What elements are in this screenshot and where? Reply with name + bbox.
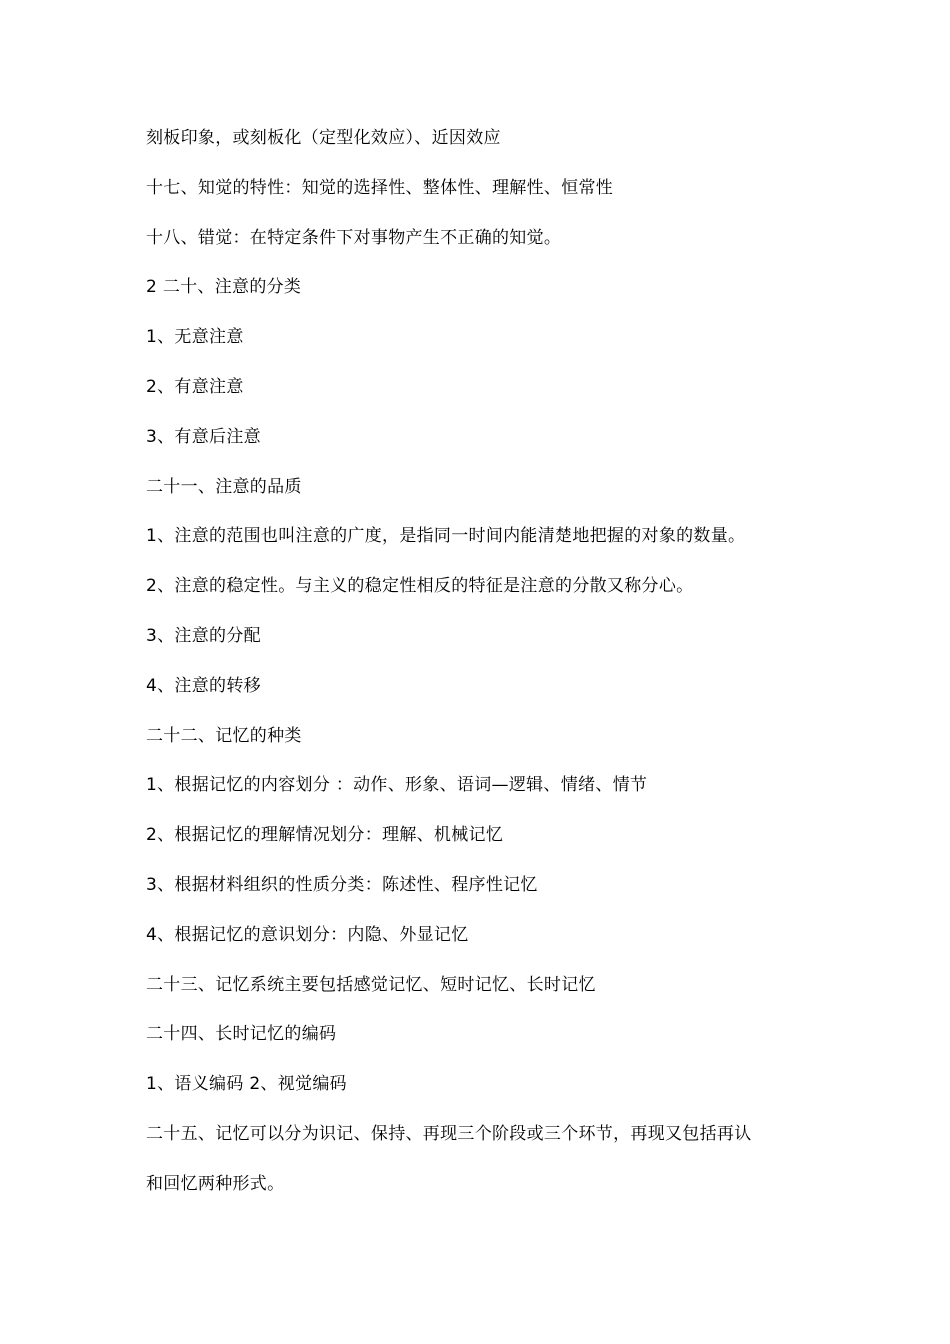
text-line: 十七、知觉的特性：知觉的选择性、整体性、理解性、恒常性 [146, 177, 614, 198]
list-item: 2、注意的稳定性。与主义的稳定性相反的特征是注意的分散又称分心。 [146, 576, 694, 597]
list-item: 3、根据材料组织的性质分类：陈述性、程序性记忆 [146, 874, 538, 895]
text-line: 和回忆两种形式。 [146, 1173, 285, 1194]
list-item: 1、注意的范围也叫注意的广度，是指同一时间内能清楚地把握的对象的数量。 [146, 526, 746, 547]
list-item: 1、语义编码 2、视觉编码 [146, 1074, 347, 1095]
list-item: 3、注意的分配 [146, 625, 261, 646]
text-line: 刻板印象，或刻板化（定型化效应）、近因效应 [146, 128, 501, 148]
list-item: 1、无意注意 [146, 327, 244, 348]
section-heading: 2 二十、注意的分类 [146, 277, 302, 298]
section-heading: 二十五、记忆可以分为识记、保持、再现三个阶段或三个环节，再现又包括再认 [146, 1123, 752, 1144]
list-item: 4、注意的转移 [146, 675, 261, 696]
section-heading: 二十二、记忆的种类 [146, 725, 302, 746]
section-heading: 二十四、长时记忆的编码 [146, 1024, 337, 1045]
section-heading: 二十三、记忆系统主要包括感觉记忆、短时记忆、长时记忆 [146, 974, 596, 995]
list-item: 2、有意注意 [146, 376, 244, 397]
list-item: 2、根据记忆的理解情况划分：理解、机械记忆 [146, 825, 504, 846]
section-heading: 二十一、注意的品质 [146, 476, 302, 497]
document-body [146, 126, 826, 1222]
text-line: 十八、错觉：在特定条件下对事物产生不正确的知觉。 [146, 227, 562, 248]
list-item: 3、有意后注意 [146, 426, 261, 447]
list-item: 1、根据记忆的内容划分 ：动作、形象、语词—逻辑、情绪、情节 [146, 775, 648, 796]
list-item: 4、根据记忆的意识划分：内隐、外显记忆 [146, 924, 469, 945]
